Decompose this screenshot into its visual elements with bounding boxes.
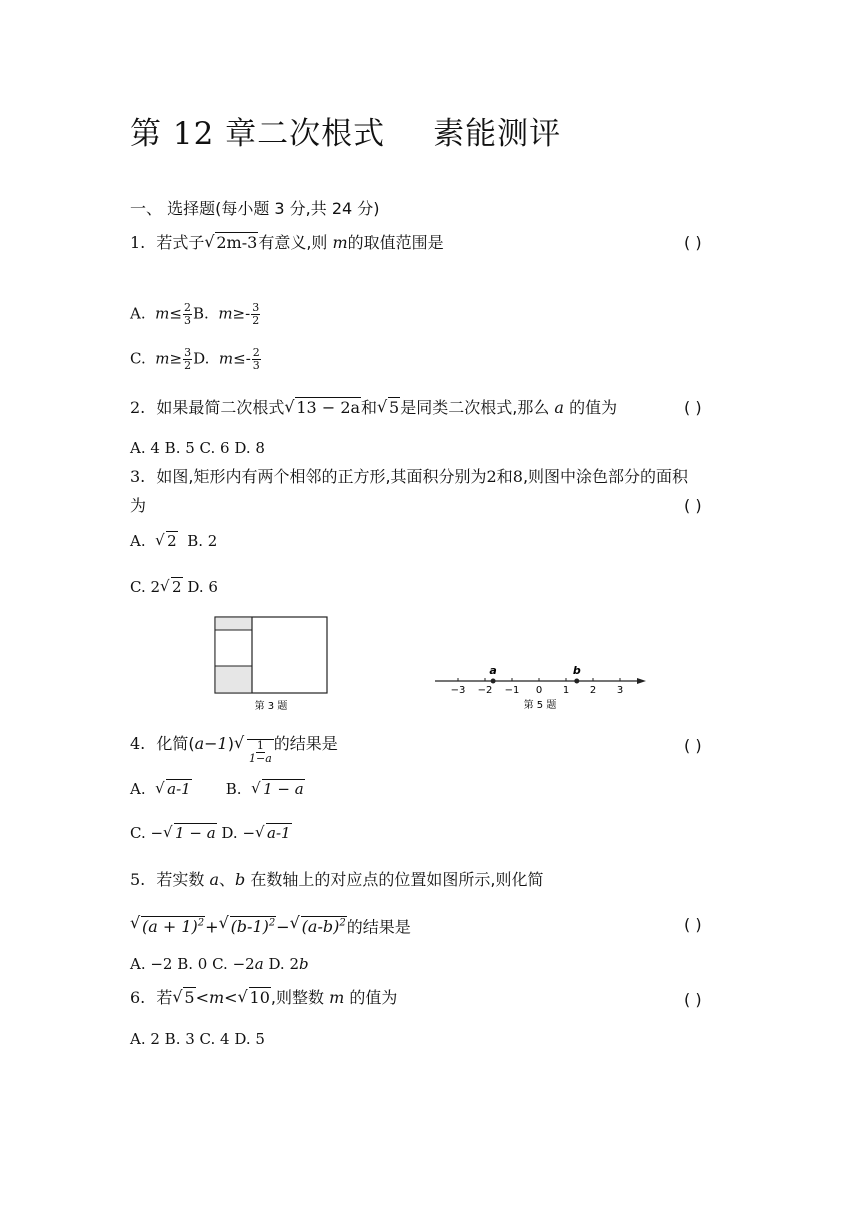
q2-options: A. 4 B. 5 C. 6 D. 8 xyxy=(130,439,265,457)
chapter-title: 第 12 章二次根式 xyxy=(130,116,386,152)
page-title xyxy=(130,108,561,153)
question-1: 1. 若式子√ 2m-3有意义,则 m的取值范围是 xyxy=(130,233,444,253)
number-line-tick-label: 3 xyxy=(616,685,624,696)
point-a xyxy=(491,679,496,684)
small-square xyxy=(215,630,252,666)
q6-options: A. 2 B. 3 C. 4 D. 5 xyxy=(130,1030,265,1048)
question-3-line2: 为 xyxy=(130,496,147,515)
question-6: 6. 若√ 5<m<√ 10,则整数 m 的值为 xyxy=(130,988,397,1008)
number-line-tick-label: −2 xyxy=(477,685,493,696)
question-3: 3. 如图,矩形内有两个相邻的正方形,其面积分别为2和8,则图中涂色部分的面积 xyxy=(130,467,689,486)
q3-options-cd: C. 2√ 2 D. 6 xyxy=(130,578,218,596)
point-b-label: b xyxy=(572,664,581,677)
point-a-label: a xyxy=(489,664,497,677)
figure-5-caption: 第 5 题 xyxy=(523,700,557,711)
number-line-tick-label: −3 xyxy=(450,685,466,696)
answer-blank-6[interactable]: ( ) xyxy=(684,990,702,1009)
point-b xyxy=(574,679,579,684)
number-line-tick-label: 2 xyxy=(589,685,597,696)
figure-5-number-line xyxy=(430,660,650,716)
q1-options-ab: A. m≤ $\frac{2}{3}$ B. m≥- $\frac{3}{2}$ xyxy=(130,301,260,327)
answer-blank-5[interactable]: ( ) xyxy=(684,915,702,934)
q4-options-cd: C. −√ 1 − a D. −√ a-1 xyxy=(130,824,292,842)
section-heading: 一、 选择题(每小题 3 分,共 24 分) xyxy=(130,199,380,218)
question-5: 5. 若实数 a、b 在数轴上的对应点的位置如图所示,则化简 xyxy=(130,870,544,889)
shaded-region-top xyxy=(215,617,252,630)
number-line-tick-label: −1 xyxy=(504,685,520,696)
answer-blank-1[interactable]: ( ) xyxy=(684,233,702,252)
q1-options-cd: C. m≥ $\frac{3}{2}$ D. m≤- $\frac{2}{3}$ xyxy=(130,346,260,372)
question-4: 4. 化简(a−1) √ $\frac{1}{1-a}$ 的结果是 xyxy=(130,734,338,765)
answer-blank-4[interactable]: ( ) xyxy=(684,736,702,755)
number-line-tick-label: 1 xyxy=(562,685,570,696)
answer-blank-3[interactable]: ( ) xyxy=(684,496,702,515)
q4-options-ab: A. √ a-1 B. √ 1 − a xyxy=(130,780,305,798)
figure-3-rectangle xyxy=(210,612,335,714)
q5-options: A. −2 B. 0 C. −2a D. 2b xyxy=(130,955,309,973)
q3-options-ab: A. √ 2 B. 2 xyxy=(130,532,217,550)
arrow-icon xyxy=(637,678,646,684)
question-5-expression: √ $(a + 1)^2+√$ $(b-1)^2-√$ $(a-b)^2$的结果是 xyxy=(130,914,411,937)
shaded-region-bottom xyxy=(215,666,252,693)
chapter-subtitle: 素能测评 xyxy=(433,116,562,152)
question-2: 2. 如果最简二次根式√ 13 − 2a和√ 5是同类二次根式,那么 a 的值为 xyxy=(130,398,617,418)
number-line-tick-label: 0 xyxy=(535,685,543,696)
figure-3-caption: 第 3 题 xyxy=(254,701,288,712)
answer-blank-2[interactable]: ( ) xyxy=(684,398,702,417)
